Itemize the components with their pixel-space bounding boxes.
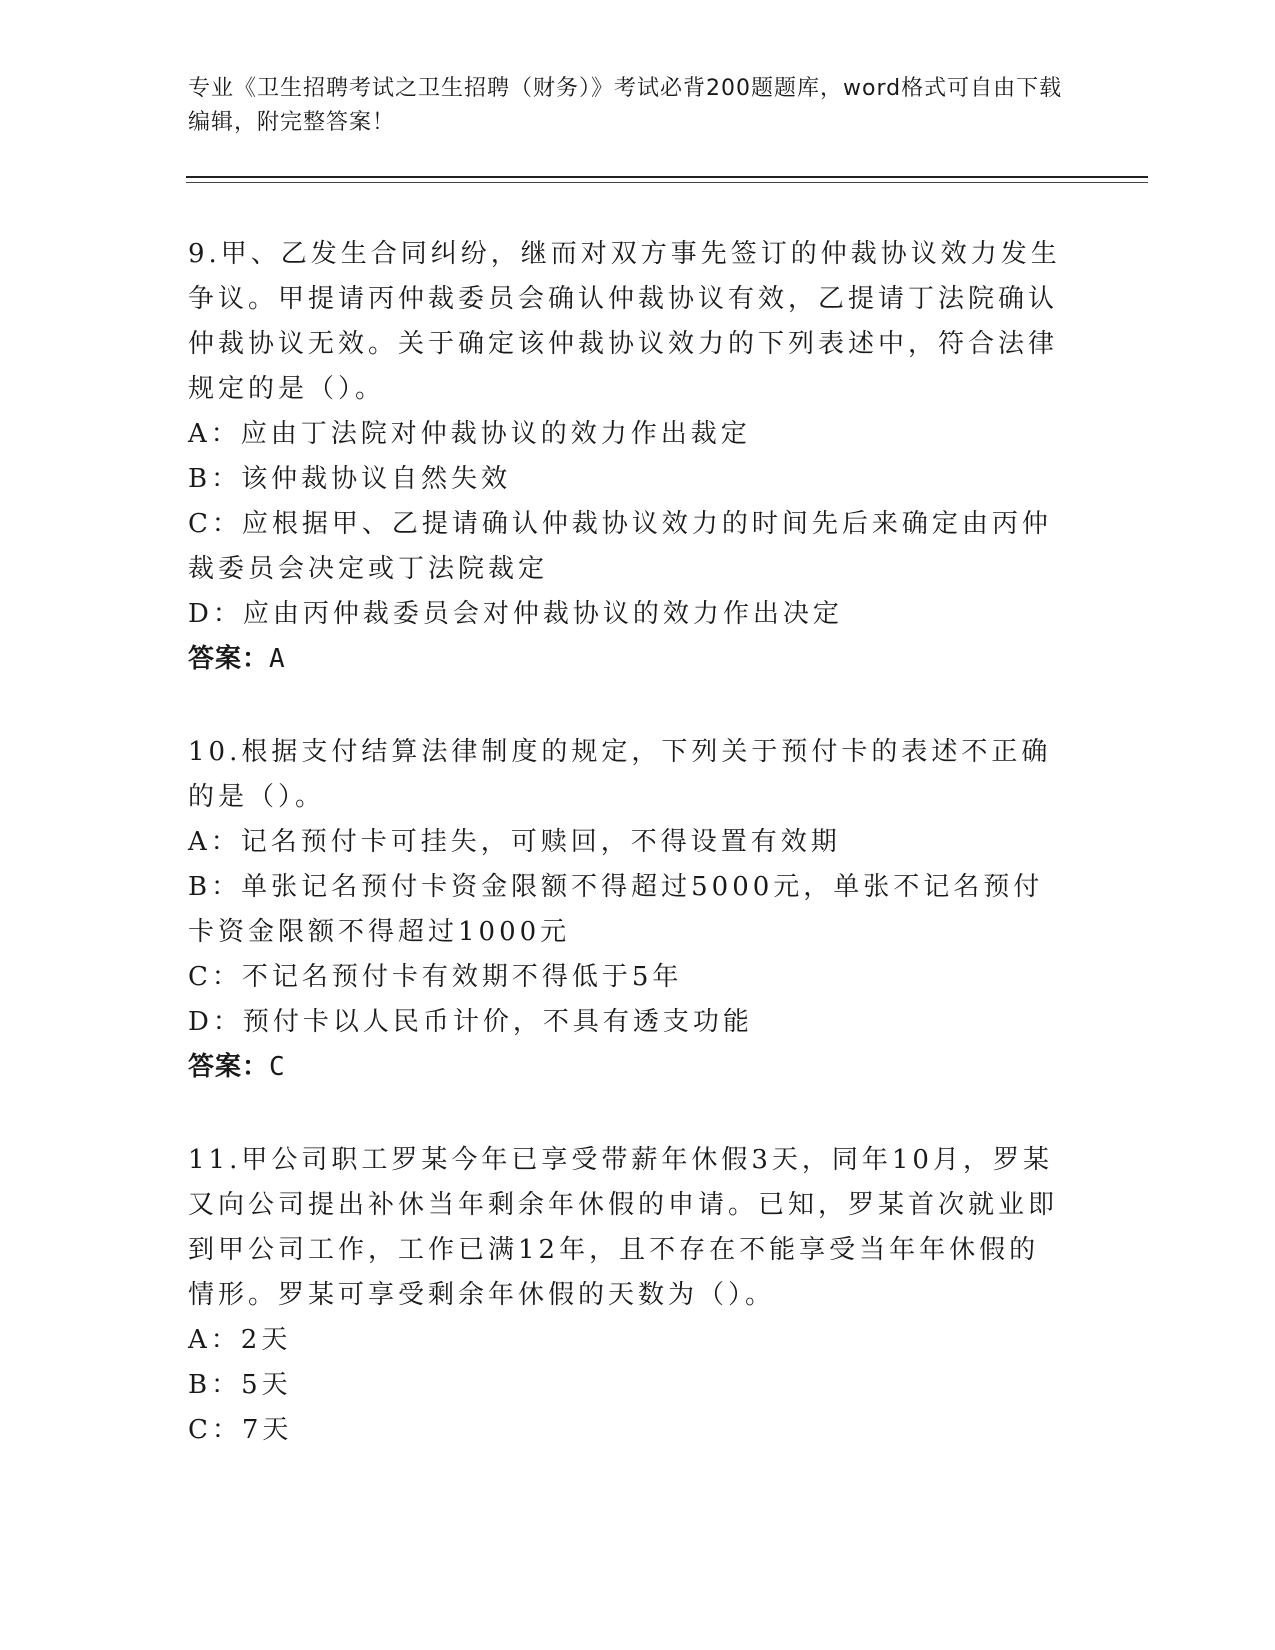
question-9	[188, 232, 1068, 682]
question-list	[188, 232, 1068, 1501]
option-d: D：应由丙仲裁委员会对仲裁协议的效力作出决定	[188, 599, 843, 629]
question-11	[188, 1138, 1068, 1453]
question-stem: 11.甲公司职工罗某今年已享受带薪年休假3天，同年10月，罗某又向公司提出补休当年剩余年休假的申请。已知，罗某首次就业即到甲公司工作，工作已满12年，且不存在不能享受当年年休假的情形。罗某可享受剩余年休假的天数为（）。	[188, 1145, 1059, 1310]
option-d: D：预付卡以人民币计价，不具有透支功能	[188, 1007, 753, 1037]
document-header: 专业《卫生招聘考试之卫生招聘（财务）》考试必背200题题库，word格式可自由下载编辑，附完整答案！	[188, 76, 1063, 135]
answer-value: C	[269, 1052, 286, 1082]
option-b: B：单张记名预付卡资金限额不得超过5000元，单张不记名预付卡资金限额不得超过1000元	[188, 872, 1044, 947]
option-a: A：2天	[188, 1325, 292, 1355]
option-c: C：7天	[188, 1415, 293, 1445]
answer	[188, 1045, 1068, 1090]
header-divider-thin	[186, 182, 1148, 183]
answer-label: 答案：	[188, 1052, 270, 1082]
option-b: B：该仲裁协议自然失效	[188, 464, 512, 494]
option-a: A：记名预付卡可挂失，可赎回，不得设置有效期	[188, 827, 841, 857]
answer	[188, 637, 1068, 682]
question-stem: 10.根据支付结算法律制度的规定，下列关于预付卡的表述不正确的是（）。	[188, 737, 1052, 812]
option-c: C：应根据甲、乙提请确认仲裁协议效力的时间先后来确定由丙仲裁委员会决定或丁法院裁定	[188, 509, 1052, 584]
question-10	[188, 730, 1068, 1090]
question-stem: 9.甲、乙发生合同纠纷，继而对双方事先签订的仲裁协议效力发生争议。甲提请丙仲裁委员会确认仲裁协议有效，乙提请丁法院确认仲裁协议无效。关于确定该仲裁协议效力的下列表述中，符合法律规定的是（）。	[188, 239, 1061, 404]
answer-value: A	[269, 644, 286, 674]
header-divider-thick	[186, 176, 1148, 178]
answer-label: 答案：	[188, 644, 270, 674]
option-b: B：5天	[188, 1370, 292, 1400]
option-c: C：不记名预付卡有效期不得低于5年	[188, 962, 683, 992]
option-a: A：应由丁法院对仲裁协议的效力作出裁定	[188, 419, 751, 449]
